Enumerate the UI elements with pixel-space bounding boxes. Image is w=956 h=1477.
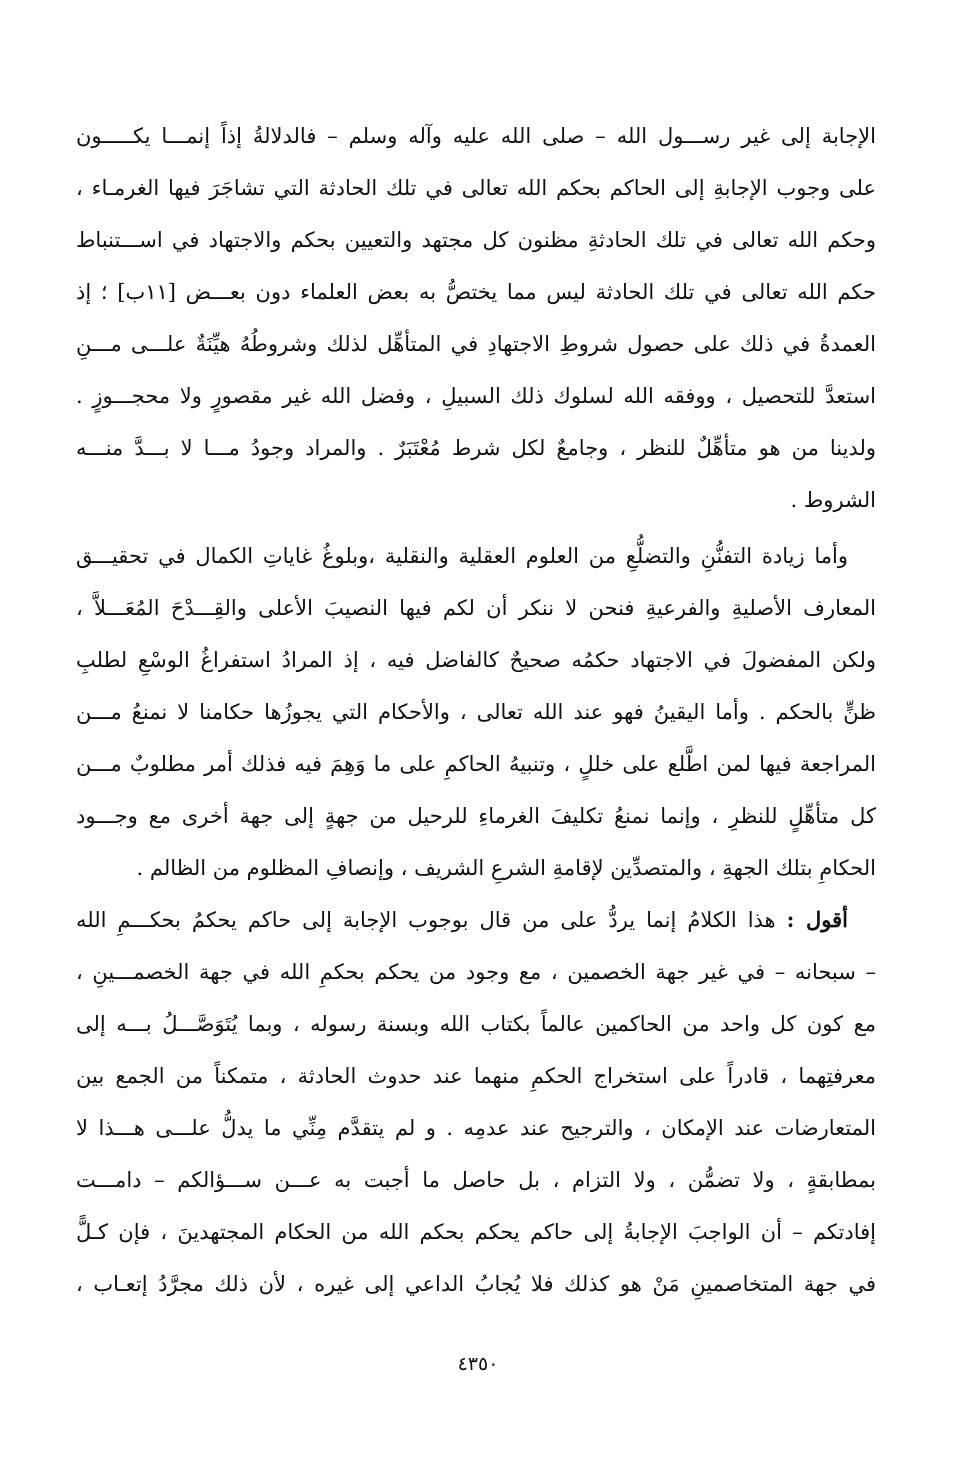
text-line: كل متأهِّلٍ للنظرِ ، وإنما نمنعُ تكليفَ الغرماءِ للرحيل من جهةٍ إلى جهة أخرى مع وجـــود — [76, 804, 876, 828]
text-line: العمدةُ في ذلك على حصول شروطِ الاجتهادِ في المتأهِّل لذلك وشروطُهُ هيِّنَةٌ علـــى مـــنِ — [76, 332, 876, 356]
text-line: على وجوب الإجابةِ إلى الحاكم بحكم الله تعالى في تلك الحادثة التي تشاجَرَ فيها الغرمـاء ، — [76, 176, 876, 200]
text-line: الشروط . — [790, 488, 876, 512]
text-line: وأما زيادة التفنُّنِ والتضلُّعِ من العلوم العقلية والنقلية ،وبلوغُ غاياتِ الكمال في تحقيـــق — [76, 544, 848, 568]
text-line: ولكن المفضولَ في الاجتهاد حكمُه صحيحٌ كالفاضل فيه ، إذ المرادُ استفراغُ الوسْعِ لطلبِ — [76, 648, 876, 672]
text-line: – سبحانه – في غير جهة الخصمين ، مع وجود من يحكم بحكمِ الله في جهة الخصمـــينِ ، — [76, 960, 876, 984]
text-line: وحكم الله تعالى في تلك الحادثةِ مظنون كل مجتهد والتعيين بحكم والاجتهاد في اســـتنباط — [76, 228, 876, 252]
text-line: ظنٍّ بالحكم . وأما اليقينُ فهو عند الله تعالى ، والأحكام التي يجوزُها حكامنا لا نمنعُ مـــن — [76, 700, 876, 724]
text-line: بمطابقةٍ ، ولا تضمُّن ، ولا التزام ، بل حاصل ما أجبت به عـــن ســـؤالكم – دامـــت — [76, 1168, 876, 1192]
text-line: في جهة المتخاصمينِ مَنْ هو كذلك فلا يُجابُ الداعي إلى غيره ، لأن ذلك مجرَّدُ إتعـاب ، — [76, 1272, 876, 1296]
text-line — [76, 894, 876, 946]
text-line: المراجعة فيها لمن اطَّلع على خللٍ ، وتنبيهُ الحاكمِ على ما وَهِمَ فيه فذلك أمر مطلوبٌ مـــن — [76, 752, 876, 776]
page-body — [76, 110, 876, 1310]
text-line: استعدَّ للتحصيل ، ووفقه الله لسلوك ذلك السبيلِ ، وفضل الله غير مقصورٍ ولا محجـــوزٍ . — [76, 384, 876, 408]
paragraph-2 — [76, 530, 876, 894]
page-number: ٤٣٥٠ — [457, 1353, 499, 1375]
text-line: معرفتِهما ، قادراً على استخراج الحكمِ منهما عند حدوث الحادثة ، متمكناً من الجمع بين — [76, 1064, 876, 1088]
text-line: مع كون كل واحد من الحاكمين عالماً بكتاب الله وبسنة رسوله ، وبما يُتَوَصَّـــلُ بـــه إلى — [76, 1012, 876, 1036]
paragraph-3 — [76, 894, 876, 1310]
text-line: حكم الله تعالى في تلك الحادثة ليس مما يختصُّ به بعض العلماء دون بعـــض [١١ب] ؛ إذ — [76, 280, 876, 304]
text-line: الحكامِ بتلك الجهةِ ، والمتصدِّين لإقامةِ الشرعِ الشريف ، وإنصافِ المظلوم من الظالم . — [136, 856, 876, 880]
text-line: الإجابة إلى غير رســـول الله – صلى الله عليه وآله وسلم – فالدلالةُ إذاً إنمـــا يكـــــون — [76, 124, 876, 148]
text-line: ولدينا من هو متأهِّلٌ للنظر ، وجامعٌ لكل شرط مُعْتَبَرٌ . والمراد وجودُ مـــا لا بـــدَّ منـــه — [76, 436, 876, 460]
lead-word: أقول : — [786, 907, 848, 932]
text-line-rest: هذا الكلامُ إنما يردُّ على من قال بوجوب الإجابة إلى حاكم يحكمُ بحكـــمِ الله — [76, 908, 776, 932]
text-line: المتعارضات عند الإمكان ، والترجيح عند عدمِه . و لم يتقدَّم مِنِّي ما يدلُّ علـــى هـــذا لا — [76, 1116, 876, 1140]
paragraph-1 — [76, 110, 876, 526]
text-line: المعارف الأصليةِ والفرعيةِ فنحن لا ننكر أن لكم فيها النصيبَ الأعلى والقِـــدْحَ المُعَـــلاَّ ، — [76, 596, 876, 620]
text-line: إفادتكم – أن الواجبَ الإجابةُ إلى حاكم يحكم بحكم الله من الحكام المجتهدينَ ، فإن كـلًّ — [76, 1220, 876, 1244]
